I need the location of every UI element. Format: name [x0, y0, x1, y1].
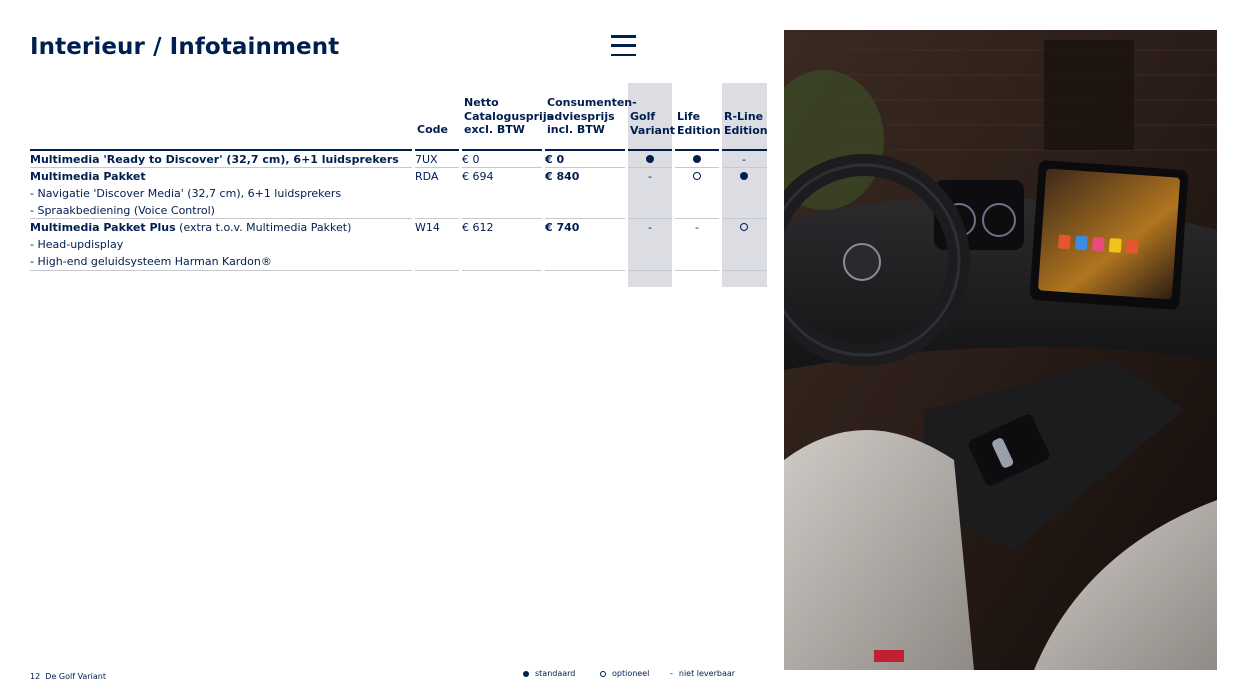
- not-available-dash: -: [742, 153, 746, 166]
- standard-dot-icon: [689, 151, 705, 168]
- menu-icon[interactable]: [611, 35, 636, 56]
- table-row-netto: € 612: [462, 221, 494, 234]
- table-row-code: W14: [415, 221, 440, 234]
- table-row-detail: - High-end geluidsysteem Harman Kardon®: [30, 255, 272, 268]
- row-divider: [722, 270, 767, 271]
- header-golf-variant: Golf Variant: [630, 110, 676, 137]
- table-row-name: [30, 219, 351, 236]
- table-row-detail: - Head-updisplay: [30, 238, 124, 251]
- legend-standard: [523, 669, 575, 678]
- table-row-netto: € 694: [462, 170, 494, 183]
- header-consumer-price: Consumenten- adviesprijs incl. BTW: [547, 96, 637, 136]
- table-row-code: RDA: [415, 170, 439, 183]
- standard-dot-icon: [642, 151, 658, 168]
- header-life-edition: Life Edition: [677, 110, 721, 137]
- header-rline-edition: R-Line Edition: [724, 110, 768, 137]
- standard-dot-icon: [736, 168, 752, 185]
- optional-ring-icon: [736, 219, 752, 236]
- row-divider: [628, 270, 672, 271]
- legend-standard-label: standaard: [535, 669, 576, 678]
- legend-optional: [600, 669, 649, 678]
- optional-ring-icon: [600, 671, 606, 677]
- table-row-code: 7UX: [415, 153, 438, 166]
- table-row-consument: € 0: [545, 153, 565, 166]
- row-divider: [675, 270, 719, 271]
- page-title: Interieur / Infotainment: [30, 34, 340, 60]
- not-available-dash: -: [648, 221, 652, 234]
- table-row-detail: - Navigatie 'Discover Media' (32,7 cm), 6+1 luidsprekers: [30, 187, 342, 200]
- table-row-name-suffix: (extra t.o.v. Multimedia Pakket): [175, 221, 352, 234]
- row-divider: [415, 270, 459, 271]
- table-row-name: Multimedia 'Ready to Discover' (32,7 cm), 6+1 luidsprekers: [30, 153, 399, 166]
- not-available-dash: -: [670, 669, 673, 678]
- not-available-dash: -: [648, 170, 652, 183]
- legend-unavailable-label: niet leverbaar: [678, 669, 736, 678]
- table-row-detail: - Spraakbediening (Voice Control): [30, 204, 215, 217]
- legend-optional-label: optioneel: [612, 669, 650, 678]
- footer-doc-title: De Golf Variant: [45, 672, 106, 681]
- legend-unavailable: [670, 669, 735, 678]
- table-row-consument: € 740: [545, 221, 580, 234]
- row-divider: [30, 270, 412, 271]
- header-netto-price: Netto Catalogusprijs excl. BTW: [464, 96, 554, 136]
- page-number: 12: [30, 672, 41, 681]
- table-row-name-bold: Multimedia Pakket Plus: [30, 221, 176, 234]
- standard-dot-icon: [523, 671, 529, 677]
- row-divider: [462, 270, 542, 271]
- table-row-name: Multimedia Pakket: [30, 170, 146, 183]
- table-row-consument: € 840: [545, 170, 580, 183]
- car-interior-photo: [784, 30, 1217, 670]
- table-row-netto: € 0: [462, 153, 480, 166]
- not-available-dash: -: [695, 221, 699, 234]
- optional-ring-icon: [689, 168, 705, 185]
- row-divider: [545, 270, 625, 271]
- header-code: Code: [417, 123, 448, 136]
- footer: [30, 672, 106, 681]
